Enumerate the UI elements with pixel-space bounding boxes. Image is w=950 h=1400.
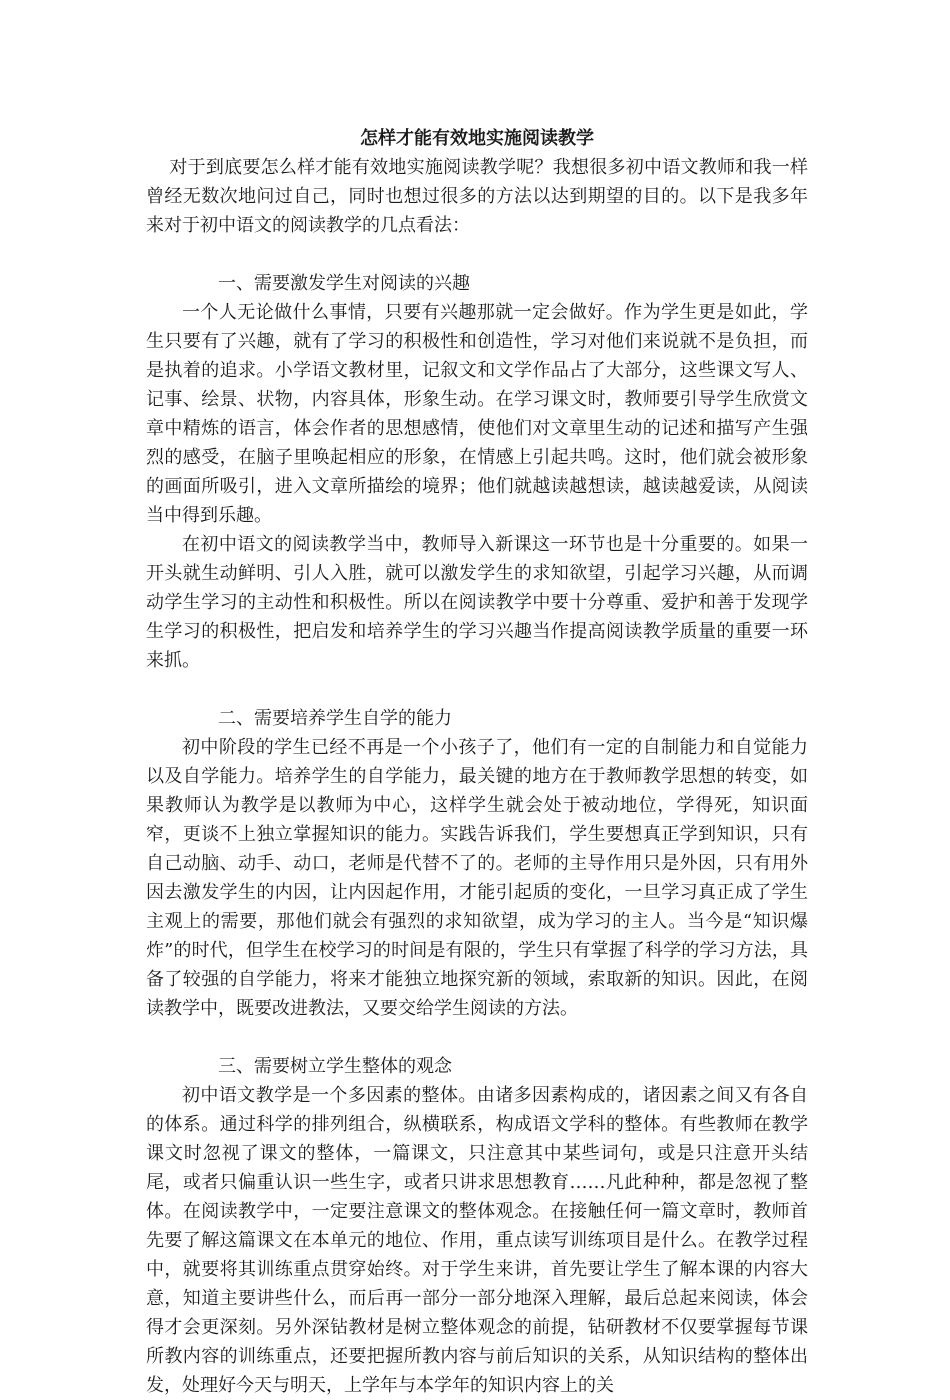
- section-1: [146, 269, 808, 675]
- body-paragraph: 初中阶段的学生已经不再是一个小孩子了，他们有一定的自制能力和自觉能力以及自学能力。培养学生的自学能力，最关键的地方在于教师教学思想的转变，如果教师认为教学是以教师为中心，这样学生就会处于被动地位，学得死，知识面窄，更谈不上独立掌握知识的能力。实践告诉我们，学生要想真正学到知识，只有自己动脑、动手、动口，老师是代替不了的。老师的主导作用只是外因，只有用外因去激发学生的内因，让内因起作用，才能引起质的变化，一旦学习真正成了学生主观上的需要，那他们就会有强烈的求知欲望，成为学习的主人。当今是“知识爆炸”的时代，但学生在校学习的时间是有限的，学生只有掌握了科学的学习方法，具备了较强的自学能力，将来才能独立地探究新的领域，索取新的知识。因此，在阅读教学中，既要改进教法，又要交给学生阅读的方法。: [146, 737, 808, 1019]
- intro-paragraph: 对于到底要怎么样才能有效地实施阅读教学呢？我想很多初中语文教师和我一样曾经无数次地问过自己，同时也想过很多的方法以达到期望的目的。以下是我多年来对于初中语文的阅读教学的几点看法：: [146, 157, 808, 236]
- section-heading: 三、需要树立学生整体的观念: [218, 1056, 452, 1077]
- body-paragraph: 一个人无论做什么事情，只要有兴趣那就一定会做好。作为学生更是如此，学生只要有了兴趣，就有了学习的积极性和创造性，学习对他们来说就不是负担，而是执着的追求。小学语文教材里，记叙文和文学作品占了大部分，这些课文写人、记事、绘景、状物，内容具体，形象生动。在学习课文时，教师要引导学生欣赏文章中精炼的语言，体会作者的思想感情，使他们对文章里生动的记述和描写产生强烈的感受，在脑子里唤起相应的形象，在情感上引起共鸣。这时，他们就会被形象的画面所吸引，进入文章所描绘的境界；他们就越读越想读，越读越爱读，从阅读当中得到乐趣。: [146, 302, 808, 526]
- section-heading: 二、需要培养学生自学的能力: [218, 708, 452, 729]
- section-heading: 一、需要激发学生对阅读的兴趣: [218, 273, 470, 294]
- body-paragraph: 初中语文教学是一个多因素的整体。由诸多因素构成的，诸因素之间又有各自的体系。通过科学的排列组合，纵横联系，构成语文学科的整体。有些教师在教学课文时忽视了课文的整体，一篇课文，只注意其中某些词句，或是只注意开头结尾，或者只偏重认识一些生字，或者只讲求思想教育……凡此种种，都是忽视了整体。在阅读教学中，一定要注意课文的整体观念。在接触任何一篇文章时，教师首先要了解这篇课文在本单元的地位、作用，重点读写训练项目是什么。在教学过程中，就要将其训练重点贯穿始终。对于学生来讲，首先要让学生了解本课的内容大意，知道主要讲些什么，而后再一部分一部分地深入理解，最后总起来阅读，体会得才会更深刻。另外深钻教材是树立整体观念的前提，钻研教材不仅要掌握每节课所教内容的训练重点，还要把握所教内容与前后知识的关系，从知识结构的整体出发，处理好今天与明天，上学年与本学年的知识内容上的关: [146, 1085, 808, 1396]
- document-page: [146, 124, 808, 1400]
- document-title: 怎样才能有效地实施阅读教学: [360, 128, 594, 149]
- section-3: [146, 1052, 808, 1400]
- body-paragraph: 在初中语文的阅读教学当中，教师导入新课这一环节也是十分重要的。如果一开头就生动鲜明、引人入胜，就可以激发学生的求知欲望，引起学习兴趣，从而调动学生学习的主动性和积极性。所以在阅读教学中要十分尊重、爱护和善于发现学生学习的积极性，把启发和培养学生的学习兴趣当作提高阅读教学质量的重要一环来抓。: [146, 534, 808, 671]
- section-2: [146, 704, 808, 1023]
